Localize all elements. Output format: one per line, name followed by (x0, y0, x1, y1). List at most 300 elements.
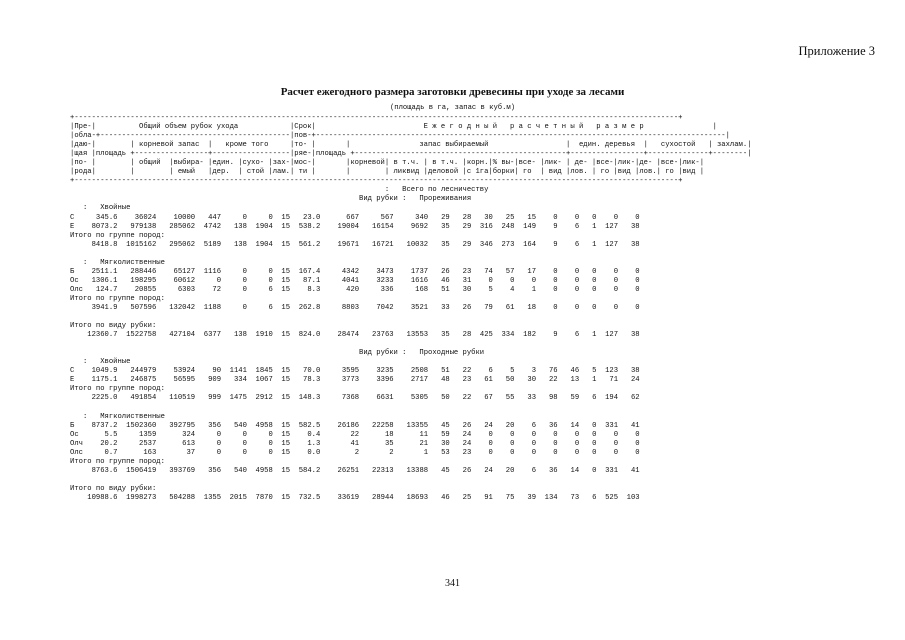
table-cell: 24 (471, 421, 493, 430)
table-cell: 75 (492, 493, 515, 502)
table-cell: 194 (596, 394, 619, 403)
table-header-line: +--------------------------------------------------------------------------------------------------------------------------------------------+ (70, 177, 683, 186)
table-cell: 67 (471, 394, 493, 403)
table-cell: 0 (579, 267, 597, 276)
table-cell: 1522758 (117, 331, 157, 340)
table-cell: 525 (596, 493, 619, 502)
table-cell: 15 (272, 276, 291, 285)
table-cell: 0 (471, 439, 493, 448)
table-cell: 0 (618, 448, 640, 457)
table-cell: 39 (514, 493, 537, 502)
table-cell: 0 (618, 439, 640, 448)
table-cell: 246875 (117, 376, 157, 385)
table-cell: 15 (272, 448, 291, 457)
table-cell: 8737.2 (87, 421, 118, 430)
table-cell: 0 (596, 276, 619, 285)
table-cell: 0 (195, 430, 222, 439)
table-cell: 41 (618, 421, 640, 430)
table-cell: 0 (618, 213, 640, 222)
table-cell: 0 (514, 430, 537, 439)
table-cell: 0 (492, 448, 515, 457)
table-cell: 4342 (320, 267, 360, 276)
table-cell: 24 (471, 466, 493, 475)
table-cell: 26 (449, 466, 472, 475)
table-cell: 244979 (117, 367, 157, 376)
table-cell: 91 (471, 493, 493, 502)
table-cell: 1306.1 (87, 276, 118, 285)
table-cell: 336 (359, 285, 394, 294)
group-label: Хвойные (100, 204, 131, 213)
table-cell: 0 (246, 430, 273, 439)
table-cell: 132042 (156, 303, 196, 312)
table-cell: 1 (514, 285, 537, 294)
table-cell (70, 241, 87, 249)
table-cell: 15 (272, 394, 291, 403)
table-cell: 491854 (117, 394, 157, 403)
table-cell: 0 (618, 276, 640, 285)
table-cell: 0 (221, 267, 247, 276)
table-cell: 12360.7 (87, 331, 118, 340)
cut-type: Проходные рубки (419, 349, 485, 358)
table-cell: 1845 (246, 367, 273, 376)
table-cell: 38 (618, 331, 640, 340)
table-cell: 26 (449, 303, 472, 312)
table-cell: 110519 (156, 394, 196, 403)
table-cell: 0 (618, 430, 640, 439)
table-cell: 0 (221, 276, 247, 285)
table-cell: 9 (536, 240, 558, 249)
table-cell: 2508 (393, 367, 429, 376)
table-cell: 561.2 (290, 240, 321, 249)
table-cell: 22 (536, 376, 558, 385)
group-total-label: Итого по группе пород: (70, 231, 165, 240)
table-cell: 584.2 (290, 466, 321, 475)
table-cell: 124.7 (87, 285, 118, 294)
table-header-line: |рода| | | емый |дер. | стой |лам.| ти | | | ликвид |деловой |с 1га|борки| го | вид |лов. | го |вид |лов.| го |вид | (70, 168, 705, 177)
section-total-row (70, 331, 640, 339)
table-cell: 345.6 (87, 213, 118, 222)
table-cell: 1175.1 (87, 376, 118, 385)
table-cell (70, 304, 87, 312)
table-cell: 1 (579, 376, 597, 385)
table-cell: 57 (492, 267, 515, 276)
table-cell: 0 (579, 421, 597, 430)
table-cell: Б (70, 421, 88, 430)
table-cell: 356 (195, 466, 222, 475)
table-cell: 2537 (117, 439, 157, 448)
table-cell: 23763 (359, 331, 394, 340)
table-cell: 0 (618, 267, 640, 276)
table-cell: 334 (492, 331, 515, 340)
table-cell: 35 (428, 240, 450, 249)
table-row (70, 376, 640, 384)
table-cell: 22 (449, 394, 472, 403)
table-cell: 9692 (393, 222, 429, 231)
table-cell: 0 (246, 213, 273, 222)
table-cell: Б (70, 267, 88, 276)
section-heading: Всего по лесничеству (402, 186, 489, 195)
table-cell: 53 (428, 448, 450, 457)
page-number: 341 (445, 578, 460, 589)
table-cell: 46 (557, 367, 580, 376)
table-cell: 0.0 (290, 448, 321, 457)
table-cell: 127 (596, 331, 619, 340)
table-cell: 98 (536, 394, 558, 403)
table-cell: 5.5 (87, 430, 118, 439)
table-cell: 18693 (393, 493, 429, 502)
table-cell: 38 (618, 367, 640, 376)
table-cell: 17 (514, 267, 537, 276)
table-row (70, 422, 640, 430)
table-cell: 15 (272, 430, 291, 439)
table-cell: 0 (579, 213, 597, 222)
table-cell: 1506419 (117, 466, 157, 475)
table-cell: 392795 (156, 421, 196, 430)
table-cell: 15 (272, 267, 291, 276)
table-cell: 26 (449, 421, 472, 430)
table-cell: 1998273 (117, 493, 157, 502)
table-cell: 103 (618, 493, 640, 502)
table-cell: 340 (393, 213, 429, 222)
table-cell: 6 (557, 331, 580, 340)
table-cell: 26186 (320, 421, 360, 430)
table-cell: 0 (557, 303, 580, 312)
table-cell: 198295 (117, 276, 157, 285)
table-header-line: |щая |площадь +-----------------+------------------|ряе-|площадь +-------------------------------------------------+-----------------+--------------+--------| (70, 150, 752, 159)
table-cell: 21 (393, 439, 429, 448)
table-cell: 8073.2 (87, 222, 118, 231)
table-cell: 51 (428, 367, 450, 376)
table-cell: 20.2 (87, 439, 118, 448)
table-cell: 0.4 (290, 430, 321, 439)
table-cell: 6 (246, 303, 273, 312)
table-cell: 334 (221, 376, 247, 385)
table-cell: 0 (536, 430, 558, 439)
group-total-label: Итого по группе пород: (70, 457, 165, 466)
table-cell: 7870 (246, 493, 273, 502)
table-cell: 15 (272, 222, 291, 231)
table-cell: 2015 (221, 493, 247, 502)
table-cell: 79 (471, 303, 493, 312)
table-cell: 23 (449, 376, 472, 385)
table-cell: 5 (471, 285, 493, 294)
table-cell: 0 (536, 213, 558, 222)
section-total-label: Итого по виду рубки: (70, 322, 157, 331)
table-cell: 28 (449, 331, 472, 340)
table-cell: 1015162 (117, 240, 157, 249)
table-cell: 36024 (117, 213, 157, 222)
table-cell: 0 (579, 303, 597, 312)
table-cell: 23.0 (290, 213, 321, 222)
table-cell: 28 (449, 213, 472, 222)
cut-type: Прореживания (419, 195, 472, 204)
table-cell: 16154 (359, 222, 394, 231)
table-cell: 71 (596, 376, 619, 385)
table-cell: 0 (536, 276, 558, 285)
table-cell: 1116 (195, 267, 222, 276)
table-cell: 0 (536, 448, 558, 457)
table-cell: 0 (514, 448, 537, 457)
table-cell (70, 494, 87, 502)
table-cell: 29 (428, 213, 450, 222)
table-cell: 138 (221, 222, 247, 231)
table-cell: 0 (221, 439, 247, 448)
table-cell: 41 (618, 466, 640, 475)
table-cell: 0 (536, 303, 558, 312)
page-subtitle: (площадь в га, запас в куб.м) (389, 104, 516, 112)
table-cell: 14 (557, 421, 580, 430)
table-cell: 20 (492, 421, 515, 430)
table-cell: 8418.8 (87, 240, 118, 249)
table-cell: 25 (492, 213, 515, 222)
table-cell: 2511.1 (87, 267, 118, 276)
table-cell: 45 (428, 421, 450, 430)
table-cell: 182 (514, 331, 537, 340)
table-cell: 164 (514, 240, 537, 249)
table-cell: 1355 (195, 493, 222, 502)
table-cell: 567 (359, 213, 394, 222)
group-label: Мягколиственные (100, 258, 165, 267)
table-cell: 0 (536, 285, 558, 294)
table-cell: 3773 (320, 376, 360, 385)
table-cell: Е (70, 222, 88, 231)
table-cell: 10988.6 (87, 493, 118, 502)
table-cell: 15 (272, 367, 291, 376)
table-cell: 1904 (246, 222, 273, 231)
table-cell: 22 (449, 367, 472, 376)
cut-type-label: Вид рубки : (359, 349, 407, 358)
table-cell: 30 (514, 376, 537, 385)
table-cell: 163 (117, 448, 157, 457)
table-cell: 35 (359, 439, 394, 448)
table-cell: 1616 (393, 276, 429, 285)
table-cell: 22258 (359, 421, 394, 430)
table-cell: 0 (557, 430, 580, 439)
table-cell: 0 (557, 267, 580, 276)
table-cell: 30 (449, 285, 472, 294)
table-cell: 0 (579, 439, 597, 448)
table-cell: 0 (579, 466, 597, 475)
table-cell: Олс (70, 285, 88, 294)
table-cell: 6 (514, 421, 537, 430)
table-cell: 248 (492, 222, 515, 231)
table-header-line: |обла-+--------------------------------------------|пов-+-----------------------------------------------------------------------------------------------| (70, 132, 730, 141)
table-cell: 427104 (156, 331, 196, 340)
table-cell: 24 (449, 439, 472, 448)
table-cell: 0 (246, 267, 273, 276)
table-cell: 0 (596, 448, 619, 457)
table-cell: 35 (428, 222, 450, 231)
table-cell: 0 (536, 439, 558, 448)
table-cell: 30 (428, 439, 450, 448)
group-label: Мягколиственные (100, 412, 165, 421)
table-cell: 732.5 (290, 493, 321, 502)
table-cell: 13355 (393, 421, 429, 430)
table-cell: 73 (557, 493, 580, 502)
table-row (70, 440, 640, 448)
table-cell: 3235 (359, 367, 394, 376)
table-cell: 3473 (359, 267, 394, 276)
table-cell: 4742 (195, 222, 222, 231)
table-cell: 15 (272, 466, 291, 475)
table-cell: 1.3 (290, 439, 321, 448)
table-cell: 74 (471, 267, 493, 276)
table-row (70, 268, 640, 276)
table-cell: 37 (156, 448, 196, 457)
table-cell: 504288 (156, 493, 196, 502)
table-cell: 0 (557, 213, 580, 222)
table-row (70, 223, 640, 231)
table-cell: 6 (557, 222, 580, 231)
table-cell: 72 (195, 285, 222, 294)
table-cell: 13 (557, 376, 580, 385)
table-cell: 7368 (320, 394, 360, 403)
table-cell: 507596 (117, 303, 157, 312)
table-cell: 134 (536, 493, 558, 502)
table-cell: 979138 (117, 222, 157, 231)
table-cell: 15 (514, 213, 537, 222)
table-cell: 6 (246, 285, 273, 294)
cut-type-label: Вид рубки : (359, 195, 407, 204)
table-cell: 582.5 (290, 421, 321, 430)
group-total-label: Итого по группе пород: (70, 294, 165, 303)
table-cell: 1188 (195, 303, 222, 312)
table-cell: 20 (492, 466, 515, 475)
table-cell: 324 (156, 430, 196, 439)
table-cell: 0 (579, 276, 597, 285)
table-row (70, 286, 640, 294)
table-cell: 6 (514, 466, 537, 475)
group-total-row (70, 394, 640, 402)
table-cell: 0 (557, 448, 580, 457)
table-cell: 4 (492, 285, 515, 294)
group-total-row (70, 241, 640, 249)
table-cell: 51 (428, 285, 450, 294)
group-total-row (70, 304, 640, 312)
table-cell: 346 (471, 240, 493, 249)
table-cell: 61 (492, 303, 515, 312)
table-cell: 0 (471, 430, 493, 439)
table-cell: 0 (536, 267, 558, 276)
table-cell: 0 (195, 448, 222, 457)
group-label: Хвойные (100, 358, 131, 367)
table-cell: 13553 (393, 331, 429, 340)
table-cell: 4958 (246, 421, 273, 430)
table-cell: 1 (393, 448, 429, 457)
table-cell: 0 (221, 430, 247, 439)
table-cell: 1475 (221, 394, 247, 403)
table-cell: 15 (272, 493, 291, 502)
table-cell: 0 (579, 448, 597, 457)
report-table: +--------------------------------------------------------------------------------------------------------------------------------------------+ |Пре-| Общий объем рубок ухода |Срок| Е ж е г о д н ы й р а с ч е т н ы й р а з м е р | |обла-+--------------------------------------------|пов-+-----------------------------------------------------------------------------------------------| |даю-| | корневой запас | кроме того |то- | | запас выбираемый | един. деревья | сухостой | захлам.| |щая |площадь +-----------------+------------------|ряе-|площадь +-------------------------------------------------+-----------------+--------------+--------| |по- | | общий |выбира- |един. |сухо- |зах-|мос-| |корневой| в т.ч. | в т.ч. |корн.|% вы-|все- |лик- | де- |все-|лик-|де- |все-|лик-| |рода| | | емый |дер. | стой |лам.| ти | | | ликвид |деловой |с 1га|борки| го | вид |лов. | го |вид |лов.| го |вид | +--------------------------------------------------------------------------------------------------------------------------------------------+ : Всего по лесничеству Вид рубки : Прореживания : Хвойные С 345.6 36024 10000 447 0 0 15 23.0 667 567 340 29 28 30 25 15 0 0 0 0 0 Е 8073.2 979138 285062 4742 138 1904 15 538.2 19004 16154 9692 35 29 316 248 149 9 6 1 127 38 Итого по группе пород: 8418.8 1015162 295062 5189 138 1904 15 561.2 19671 16721 10032 35 29 346 273 164 9 6 1 127 38 : Мягколиственные Б 2511.1 288446 65127 1116 0 0 15 167.4 4342 3473 1737 26 23 74 57 17 0 0 0 0 0 Ос 1306.1 198295 60612 0 0 0 15 87.1 4041 3233 1616 46 31 0 0 0 0 0 0 0 0 Олс 124.7 20855 6303 72 0 6 15 8.3 420 336 168 51 30 5 4 1 0 0 0 0 0 Итого по группе пород: 3941.9 507596 132042 1188 0 6 15 262.8 8803 7042 3521 33 26 79 61 18 0 0 0 0 0 Итого по виду рубки: 12360.7 1522758 427104 6377 138 1910 15 824.0 28474 23763 13553 35 28 425 334 182 9 6 1 127 38 Вид рубки : Проходные рубки : Хвойные С 1049.9 244979 53924 90 1141 1845 15 70.0 3595 3235 2508 51 22 6 5 3 76 46 5 123 38 Е 1175.1 246875 56595 909 334 1067 15 78.3 3773 3396 2717 48 23 61 50 30 22 13 1 71 24 Итого по группе пород: 2225.0 491854 110519 999 1475 2912 15 148.3 7368 6631 5305 50 22 67 55 33 98 59 6 194 62 : Мягколиственные Б 8737.2 1502360 392795 356 540 4958 15 582.5 26186 22258 13355 45 26 24 20 6 36 14 0 331 41 Ос 5.5 1359 324 0 0 0 15 0.4 22 18 11 59 24 0 0 0 0 0 0 0 0 Олч 20.2 2537 613 0 0 0 15 1.3 41 35 21 30 24 0 0 0 0 0 0 0 0 Олс 0.7 163 37 0 0 0 15 0.0 2 2 1 53 23 0 0 0 0 0 0 0 0 Итого по группе пород: 8763.6 1506419 393769 356 540 4958 15 584.2 26251 22313 13388 45 26 24 20 6 36 14 0 331 41 Итого по виду рубки: 10988.6 1998273 504288 1355 2015 7870 15 732.5 33619 28944 18693 46 25 91 75 39 134 73 6 525 103 (70, 114, 752, 502)
table-cell: 3233 (359, 276, 394, 285)
table-cell: Е (70, 376, 88, 385)
group-total-row (70, 467, 640, 475)
table-cell: 22 (320, 430, 360, 439)
table-cell: Олч (70, 439, 88, 448)
table-cell: 15 (272, 439, 291, 448)
table-cell: 148.3 (290, 394, 321, 403)
table-cell: 123 (596, 367, 619, 376)
table-row (70, 449, 640, 457)
table-cell: 65127 (156, 267, 196, 276)
table-cell: 15 (272, 421, 291, 430)
table-cell: 25 (449, 493, 472, 502)
table-cell: 0 (557, 285, 580, 294)
table-cell: 2225.0 (87, 394, 118, 403)
table-cell: 15 (272, 376, 291, 385)
table-cell: 48 (428, 376, 450, 385)
table-header-line: |Пре-| Общий объем рубок ухода |Срок| Е ж е г о д н ы й р а с ч е т н ы й р а з м е р | (70, 123, 717, 132)
table-cell: 3521 (393, 303, 429, 312)
page-title: Расчет ежегодного размера заготовки древесины при уходе за лесами (280, 86, 625, 98)
table-cell: 3941.9 (87, 303, 118, 312)
table-cell: 53924 (156, 367, 196, 376)
table-cell: 0 (596, 267, 619, 276)
table-cell (70, 394, 87, 402)
table-cell: 3396 (359, 376, 394, 385)
table-cell: 26 (428, 267, 450, 276)
table-cell: 0 (596, 439, 619, 448)
table-cell: 0 (195, 276, 222, 285)
table-cell: 0 (492, 276, 515, 285)
table-cell (70, 331, 87, 339)
table-cell: 60612 (156, 276, 196, 285)
table-cell: 90 (195, 367, 222, 376)
table-cell: 393769 (156, 466, 196, 475)
table-cell: 138 (221, 331, 247, 340)
table-cell: 6 (579, 493, 597, 502)
table-cell: 15 (272, 303, 291, 312)
table-cell: 2 (359, 448, 394, 457)
table-cell: 1 (579, 240, 597, 249)
table-cell: 316 (471, 222, 493, 231)
table-cell: 50 (492, 376, 515, 385)
table-cell: 6303 (156, 285, 196, 294)
table-cell: 8803 (320, 303, 360, 312)
table-cell: 0 (221, 285, 247, 294)
table-cell: 420 (320, 285, 360, 294)
table-cell: 46 (428, 276, 450, 285)
table-cell: 540 (221, 466, 247, 475)
table-cell: 0 (579, 430, 597, 439)
table-cell: 9 (536, 331, 558, 340)
table-cell: 331 (596, 421, 619, 430)
table-cell: 8763.6 (87, 466, 118, 475)
table-cell: 0 (514, 439, 537, 448)
table-cell: 6 (579, 394, 597, 403)
table-cell: 15 (272, 331, 291, 340)
table-cell: 4958 (246, 466, 273, 475)
table-cell: 6631 (359, 394, 394, 403)
table-cell: 6 (557, 240, 580, 249)
table-cell: 18 (359, 430, 394, 439)
table-cell: 5189 (195, 240, 222, 249)
table-cell: 288446 (117, 267, 157, 276)
table-cell: 0 (195, 439, 222, 448)
table-cell: 167.4 (290, 267, 321, 276)
table-cell: 19671 (320, 240, 360, 249)
table-cell: Олс (70, 448, 88, 457)
table-cell: 149 (514, 222, 537, 231)
table-row (70, 214, 640, 222)
table-cell: 1359 (117, 430, 157, 439)
table-cell: 909 (195, 376, 222, 385)
table-cell: 9 (536, 222, 558, 231)
table-cell: 824.0 (290, 331, 321, 340)
table-cell: 31 (449, 276, 472, 285)
table-cell: 4041 (320, 276, 360, 285)
